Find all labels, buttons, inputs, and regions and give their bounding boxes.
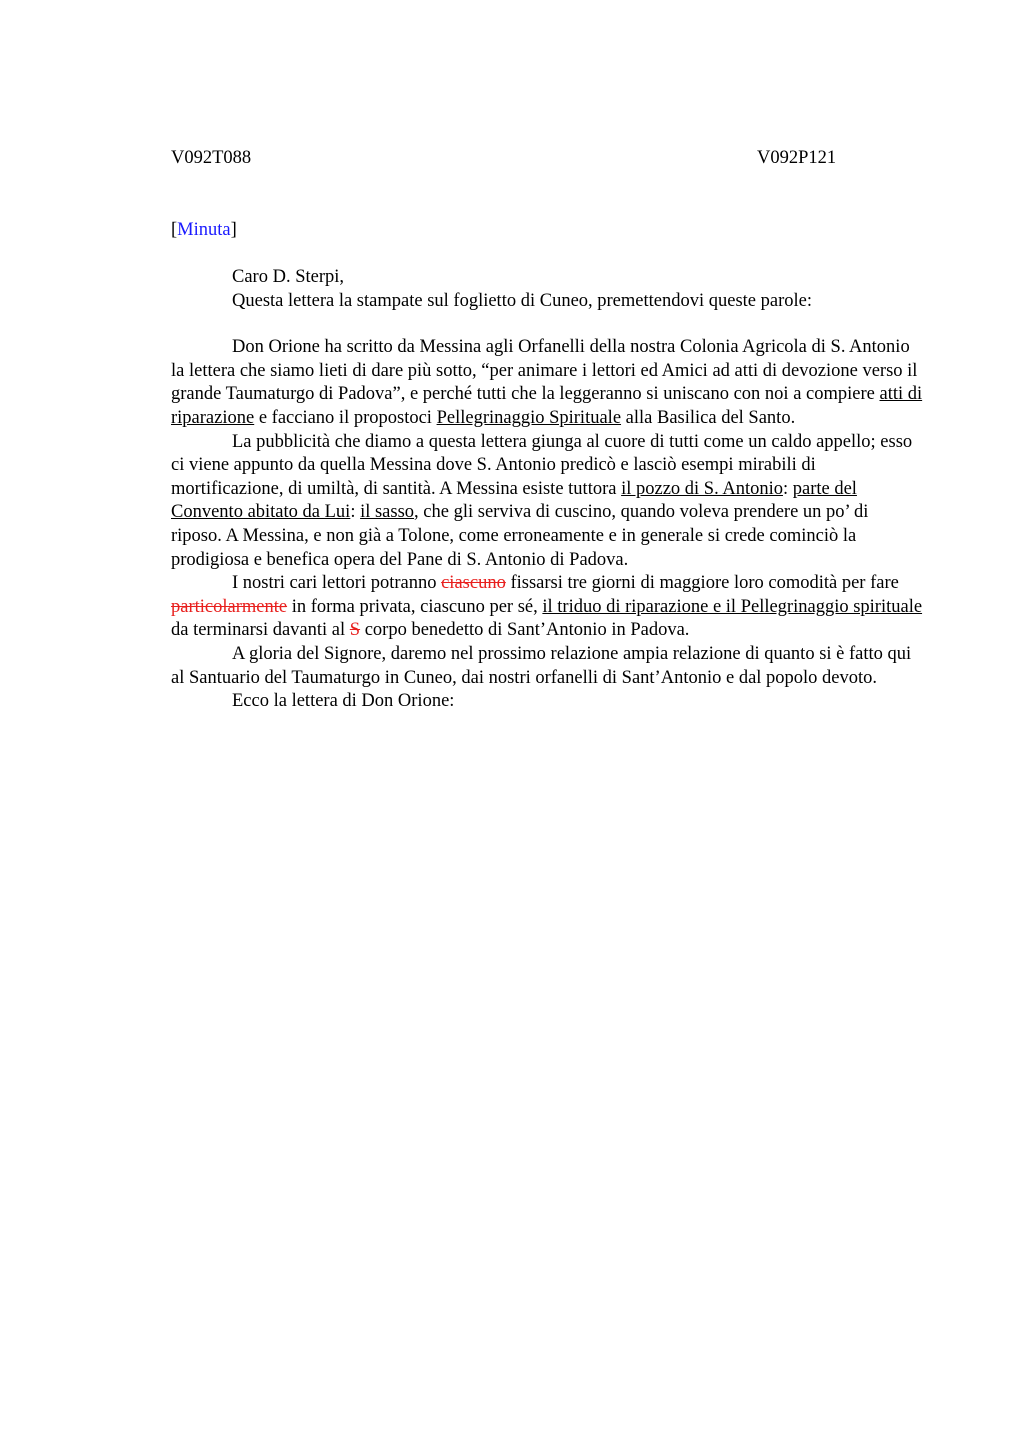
page-code-right: V092P121 <box>757 148 837 168</box>
minuta-annotation <box>171 218 923 242</box>
document-page <box>171 146 923 714</box>
p3-text-5: corpo benedetto di Sant’Antonio in Padova. <box>360 620 690 641</box>
p2-text-1: La pubblicità che diamo a questa lettera giunga al cuore di tutti come un caldo appello; esso ci viene appunto da quella Messina dove S. Antonio predicò e lasciò esempi mirabili di mortificazione, di umiltà, di santità. A Messina esiste tuttora <box>171 431 913 499</box>
p1-text-3: alla Basilica del Santo. <box>621 407 796 428</box>
minuta-label: Minuta <box>177 220 231 240</box>
p3-deleted-3: S <box>349 620 361 641</box>
greeting: Caro D. Sterpi, <box>232 267 345 287</box>
paragraph-5: Ecco la lettera di Don Orione: <box>232 691 455 712</box>
p2-text-2: : <box>782 478 793 499</box>
intro-line: Questa lettera la stampate sul foglietto di Cuneo, premettendovi queste parole: <box>232 290 813 311</box>
p1-underline-1: atti di riparazione <box>171 384 923 428</box>
p3-deleted-1: ciascuno <box>441 573 506 594</box>
paragraph-3 <box>171 572 923 643</box>
p1-underline-2: Pellegrinaggio Spirituale <box>436 407 622 428</box>
p2-text-4: , che gli serviva di cuscino, quando voleva prendere un po’ di riposo. A Messina, e non già a Tolone, come erroneamente e in generale si crede cominciò la prodigiosa e benefica opera del Pane di S. Antonio di Padova. <box>171 502 869 570</box>
p3-text-3: in forma privata, ciascuno per sé, <box>287 596 543 617</box>
p3-text-1: I nostri cari lettori potranno <box>232 573 442 594</box>
paragraph-2 <box>171 431 923 573</box>
p2-underline-3: il sasso <box>360 502 415 523</box>
paragraph-1 <box>171 336 923 430</box>
bracket-open: [ <box>171 220 178 240</box>
p2-underline-1: il pozzo di S. Antonio <box>621 478 783 499</box>
document-code-left: V092T088 <box>171 148 252 168</box>
bracket-close: ] <box>230 220 237 240</box>
p3-text-2: fissarsi tre giorni di maggiore loro comodità per fare <box>505 573 899 594</box>
p1-text-2: e facciano il propostoci <box>254 407 437 428</box>
p2-underline-2: parte del Convento abitato da Lui <box>171 478 857 523</box>
paragraph-4: A gloria del Signore, daremo nel prossimo relazione ampia relazione di quanto si è fatto qui al Santuario del Taumaturgo in Cuneo, dai nostri orfanelli di Sant’Antonio e dal popolo devoto. <box>171 643 912 688</box>
p2-text-3: : <box>350 502 361 523</box>
p3-deleted-2: particolarmente <box>171 596 288 617</box>
p3-text-4: da terminarsi davanti al <box>171 620 350 641</box>
p3-underline-1: il triduo di riparazione e il Pellegrinaggio spirituale <box>542 596 923 617</box>
p1-text-1: Don Orione ha scritto da Messina agli Orfanelli della nostra Colonia Agricola di S. Antonio la lettera che siamo lieti di dare più sotto, “per animare i lettori ed Amici ad atti di devozione verso il grande Taumaturgo di Padova”, e perché tutti che la leggeranno si uniscano con noi a compiere <box>171 337 918 405</box>
header-codes <box>171 146 923 170</box>
